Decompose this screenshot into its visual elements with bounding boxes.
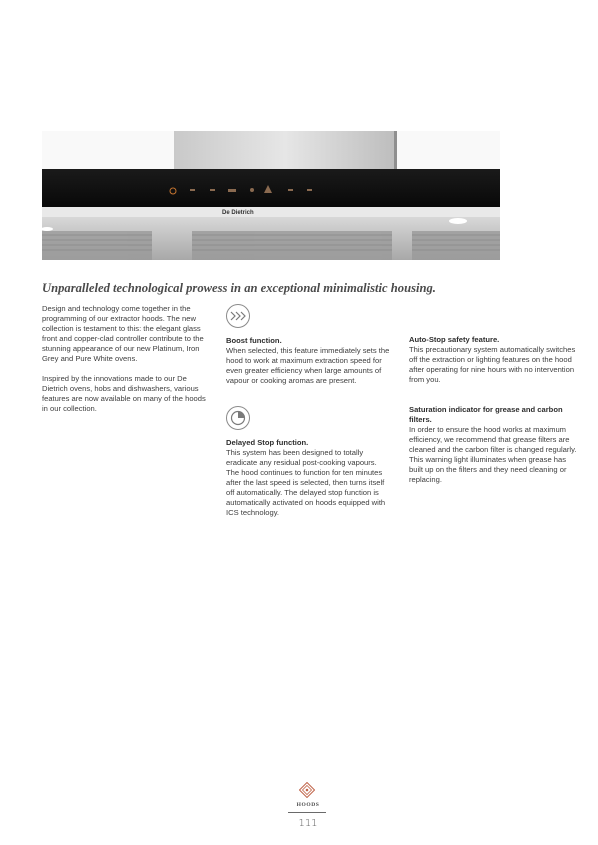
feature-boost-title: Boost function.: [226, 336, 282, 345]
footer-divider: [288, 812, 326, 813]
feature-auto-stop-text: This precautionary system automatically switches off the extraction or lighting features on the hood after operating for nine hours with no intervention from you.: [409, 345, 576, 384]
intro-paragraph-2: Inspired by the innovations made to our De Dietrich ovens, hobs and dishwashers, various features are now available on many of the hoods in our collection.: [42, 374, 206, 413]
feature-delayed-stop-text: This system has been designed to totally eradicate any residual post-cooking vapours. The hood continues to function for ten minutes after the last speed is selected, then turns itself off automatically. The delayed stop function is automatically activated on hoods equipped with ICS technology.: [226, 448, 386, 517]
feature-delayed-stop: [226, 406, 391, 518]
feature-auto-stop-title: Auto-Stop safety feature.: [409, 335, 500, 344]
features-column-right: [409, 335, 577, 505]
feature-saturation-text: In order to ensure the hood works at maximum efficiency, we recommend that grease filters are cleaned and the carbon filter is changed regularly. This warning light illuminates when grease has built up on the filters and they need cleaning or replacing.: [409, 425, 577, 484]
intro-column: [42, 304, 212, 424]
feature-saturation: [409, 405, 577, 485]
delayed-stop-clock-icon: [226, 406, 250, 430]
feature-boost-text: When selected, this feature immediately sets the hood to work at maximum extraction speed for even greater efficiency when large amounts of vapour or cooking aromas are present.: [226, 346, 390, 385]
page-headline: Unparalleled technological prowess in an exceptional minimalistic housing.: [42, 281, 436, 295]
hood-illustration: [42, 131, 500, 260]
feature-delayed-stop-title: Delayed Stop function.: [226, 438, 309, 447]
intro-paragraph-1: Design and technology come together in the programming of our extractor hoods. The new collection is testament to this: the elegant glass front and copper-clad controller contribute to the stunning appearance of our new Platinum, Iron Grey and Pure White ovens.: [42, 304, 204, 363]
feature-boost: [226, 304, 391, 386]
footer-category: HOODS: [296, 802, 320, 808]
hood-brand-label: De Dietrich: [222, 210, 254, 216]
page-number: 111: [298, 818, 318, 829]
feature-auto-stop: [409, 335, 577, 385]
feature-saturation-title: Saturation indicator for grease and carbon filters.: [409, 405, 563, 424]
features-column-left: [226, 304, 391, 538]
brand-diamond-icon: [299, 782, 315, 798]
boost-chevrons-icon: [226, 304, 250, 328]
extractor-hood-photo: [42, 131, 500, 260]
